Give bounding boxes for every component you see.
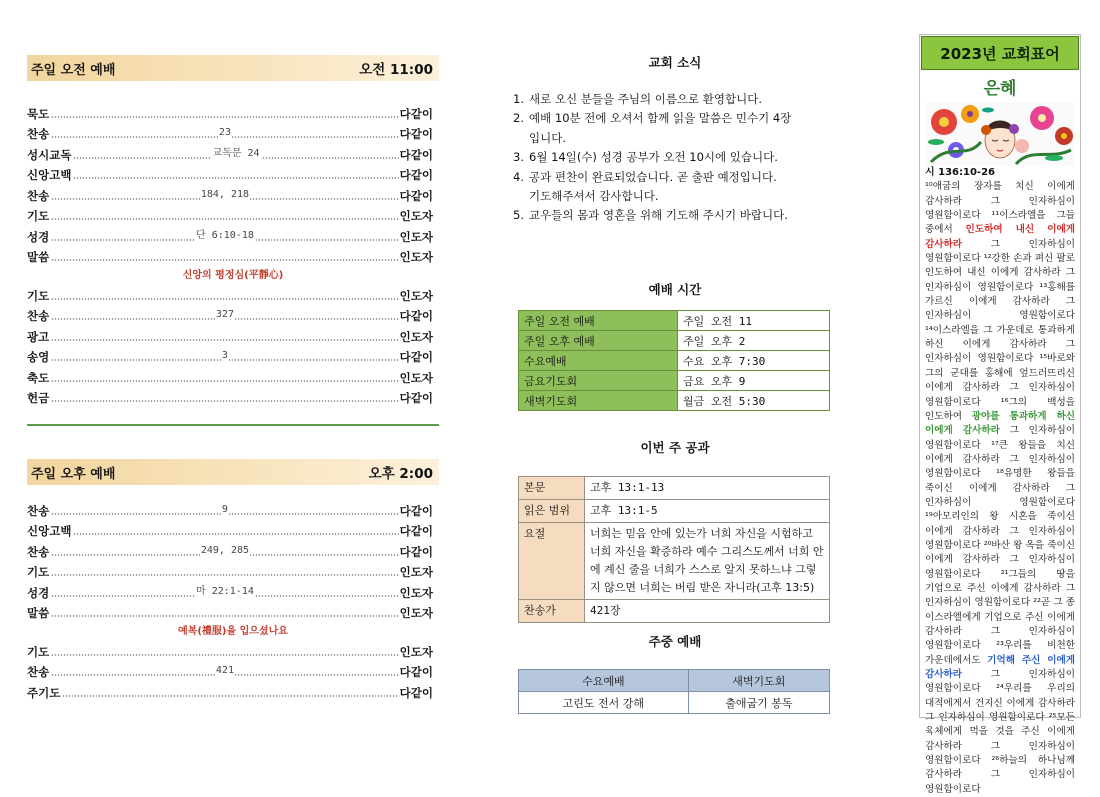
dot-leader <box>51 390 398 402</box>
news-number: 5. <box>513 208 524 223</box>
dot-leader <box>73 167 398 179</box>
order-row <box>27 638 439 659</box>
news-number: 1. <box>513 92 524 106</box>
list-item <box>513 90 833 109</box>
table-row <box>519 692 830 714</box>
order-item-name: 찬송 <box>27 127 50 141</box>
psalm-highlight: 기억해 주신 이에게 감사하라 <box>925 654 1076 681</box>
order-item-leader: 인도자 <box>399 565 433 579</box>
table-row <box>519 523 830 600</box>
list-item <box>513 109 833 148</box>
order-item-name: 기도 <box>27 644 50 659</box>
order-item-name: 신앙고백 <box>27 524 72 538</box>
order-row <box>27 497 439 518</box>
order-row <box>27 121 439 142</box>
order-row <box>27 364 439 385</box>
order-item-leader: 인도자 <box>399 288 433 303</box>
sermon-title: 예복(禮服)을 입으셨나요 <box>178 625 288 637</box>
order-item-name: 광고 <box>27 329 50 344</box>
morning-service-header <box>27 55 439 81</box>
order-item-leader: 다같이 <box>399 106 433 121</box>
order-row <box>27 559 439 580</box>
order-item-leader: 인도자 <box>399 370 433 385</box>
dot-leader <box>51 503 398 515</box>
weekday-header-dawn: 새벽기도회 <box>688 670 829 692</box>
dot-leader <box>51 249 398 261</box>
dot-leader <box>51 564 398 576</box>
order-item-leader: 다같이 <box>399 127 433 141</box>
afternoon-service-title: 주일 오후 예배 <box>31 466 116 482</box>
service-time: 수요 오후 7:30 <box>678 351 830 371</box>
news-number: 4. <box>513 169 524 184</box>
order-item-leader: 다같이 <box>399 391 433 405</box>
order-item-name: 성시교독 <box>27 147 72 162</box>
order-row <box>27 518 439 539</box>
order-item-name: 찬송 <box>27 309 50 323</box>
morning-service-title: 주일 오전 예배 <box>31 62 116 78</box>
service-name: 주일 오전 예배 <box>519 311 678 331</box>
order-item-leader: 다같이 <box>399 350 433 364</box>
table-row <box>519 500 830 523</box>
news-text: 교우들의 몸과 영혼을 위해 기도해 주시기 바랍니다. <box>529 208 788 223</box>
psalm-text: 그 인자하심이 영원함이로다 ¹⁷큰 왕들을 치신 이에게 감사하라 그 인자하심이 영원함이로다 ¹⁸유명한 왕들을 죽이신 이에게 감사하라 그 인자하심이 영원함이로다 ¹⁹아모리인의 왕 시혼을 죽이신 이에게 감사하라 그 인자하심이 영원함이로다 ²⁰바산 왕 옥을 죽이신 이에게 감사하라 그 인자하심이 영원함이로다 ²¹그들의 땅을 기업으로 주신 이에게 감사하라 그 인자하심이 영원함이로다 ²²곧 그 종 이스라엘에게 기업으로 주신 이에게 감사하라 그 인자하심이 영원함이로다 ²³우리를 비천한 가운데에서도 <box>925 425 1075 666</box>
service-time-table <box>518 310 830 411</box>
dot-leader <box>73 523 398 535</box>
table-row <box>519 351 830 371</box>
order-row <box>27 162 439 183</box>
dot-leader <box>51 664 398 676</box>
service-time: 주일 오전 11 <box>678 311 830 331</box>
morning-service-time: 오전 11:00 <box>359 62 433 78</box>
order-item-detail: 23 <box>218 127 231 138</box>
order-item-detail: 마 22:1-14 <box>196 585 254 597</box>
psalm-passage <box>920 166 1080 797</box>
dot-leader <box>51 349 398 361</box>
order-item-name: 기도 <box>27 288 50 303</box>
psalm-text: 그 인자하심이 영원함이로다 ¹²강한 손과 펴신 팔로 인도하여 내신 이에게 감사하라 그 인자하심이 영원함이로다 ¹³홍해를 가르신 이에게 감사하라 그 인자하심이 영원함이로다 ¹⁴이스라엘을 그 가운데로 통과하게 하신 이에게 감사하라 그 인자하심이 영원함이로다 ¹⁵바로와 그의 군대를 홍해에 엎드러뜨리신 이에게 감사하라 그 인자하심이 영원함이로다 ¹⁶그의 백성을 인도하여 <box>925 238 1075 422</box>
dot-leader <box>51 605 398 617</box>
order-item-name: 찬송 <box>27 188 50 203</box>
order-item-leader: 다같이 <box>399 665 433 679</box>
lesson-reading-value: 고후 13:1-5 <box>585 500 830 523</box>
order-row <box>27 282 439 303</box>
order-item-leader: 다같이 <box>399 503 433 518</box>
lesson-table <box>518 476 830 623</box>
news-text: 공과 편찬이 완료되었습니다. 곧 출판 예정입니다. 기도해주셔서 감사합니다. <box>529 169 777 204</box>
sermon-title: 신앙의 평정심(平靜心) <box>182 269 284 281</box>
order-row <box>27 538 439 559</box>
order-item-name: 성경 <box>27 585 50 600</box>
service-name: 수요예배 <box>519 351 678 371</box>
order-item-leader: 다같이 <box>399 524 433 538</box>
order-row <box>27 303 439 324</box>
order-item-leader: 인도자 <box>399 229 433 244</box>
dot-leader <box>51 370 398 382</box>
afternoon-order-list <box>27 497 439 700</box>
weekday-header-wed: 수요예배 <box>519 670 689 692</box>
psalm-reference: 시 136:10-26 <box>925 167 995 178</box>
weekday-value-dawn: 출애굽기 봉독 <box>688 692 829 714</box>
dot-leader <box>51 288 398 300</box>
news-number: 3. <box>513 150 524 165</box>
order-row <box>27 244 439 265</box>
order-item-detail: 3 <box>221 350 228 361</box>
news-title: 교회 소식 <box>648 55 702 70</box>
news-text: 예배 10분 전에 오셔서 함께 읽을 말씀은 민수기 4장 입니다. <box>529 111 792 145</box>
motto-title: 2023년 교회표어 <box>921 36 1079 70</box>
service-time: 주일 오후 2 <box>678 331 830 351</box>
list-item <box>513 206 833 225</box>
order-row <box>27 659 439 680</box>
table-row <box>519 331 830 351</box>
table-row <box>519 600 830 623</box>
order-row <box>27 182 439 203</box>
order-row <box>27 223 439 244</box>
order-row <box>27 344 439 365</box>
order-item-name: 신앙고백 <box>27 168 72 182</box>
order-item-name: 말씀 <box>27 606 50 620</box>
news-text: 6월 14일(수) 성경 공부가 오전 10시에 있습니다. <box>529 150 778 165</box>
schedule-title: 예배 시간 <box>648 282 702 297</box>
lesson-summary-value: 너희는 믿음 안에 있는가 너희 자신을 시험하고 너희 자신을 확증하라 예수 그리스도께서 너희 안에 계신 줄을 너희가 스스로 알지 못하느냐 그렇지 않으면 너희는 버림 받은 자니라(고후 13:5) <box>585 523 830 600</box>
order-item-detail: 184, 218 <box>200 188 250 200</box>
lesson-reading-label: 읽은 범위 <box>519 500 585 523</box>
order-row <box>27 600 439 621</box>
dot-leader <box>51 126 398 138</box>
psalm-highlight: 인도하여 내신 이에게 감사하라 <box>925 224 1075 250</box>
dot-leader <box>73 147 398 159</box>
order-item-detail: 327 <box>215 309 234 320</box>
order-item-name: 주기도 <box>27 685 61 700</box>
order-item-leader: 다같이 <box>399 685 433 700</box>
lesson-hymn-value: 421장 <box>585 600 830 623</box>
order-item-leader: 다같이 <box>399 544 433 559</box>
order-item-name: 축도 <box>27 370 50 385</box>
order-item-leader: 인도자 <box>399 250 433 264</box>
table-row <box>519 391 830 411</box>
dot-leader <box>51 229 398 241</box>
order-item-leader: 인도자 <box>399 585 433 600</box>
order-row <box>27 100 439 121</box>
section-divider <box>27 424 439 426</box>
order-item-name: 기도 <box>27 209 50 223</box>
order-item-leader: 다같이 <box>399 168 433 182</box>
service-name: 새벽기도회 <box>519 391 678 411</box>
flower-illustration <box>926 102 1074 166</box>
table-row <box>519 371 830 391</box>
afternoon-service-time: 오후 2:00 <box>368 466 433 482</box>
order-item-name: 찬송 <box>27 544 50 559</box>
order-item-name: 찬송 <box>27 665 50 679</box>
lesson-summary-label: 요절 <box>519 523 585 600</box>
order-item-detail: 421 <box>215 665 234 676</box>
lesson-title: 이번 주 공과 <box>640 440 710 455</box>
order-item-leader: 인도자 <box>399 329 433 344</box>
dot-leader <box>62 685 398 697</box>
afternoon-service-header <box>27 459 439 485</box>
motto-column <box>919 34 1081 795</box>
weekday-title: 주중 예배 <box>648 634 702 649</box>
table-row <box>519 477 830 500</box>
lesson-hymn-label: 찬송가 <box>519 600 585 623</box>
order-item-leader: 인도자 <box>399 209 433 223</box>
list-item <box>513 168 833 207</box>
order-row <box>27 385 439 406</box>
order-item-name: 말씀 <box>27 250 50 264</box>
order-item-leader: 다같이 <box>399 147 433 162</box>
service-name: 금요기도회 <box>519 371 678 391</box>
lesson-text-label: 본문 <box>519 477 585 500</box>
dot-leader <box>51 585 398 597</box>
order-row <box>27 141 439 162</box>
dot-leader <box>51 329 398 341</box>
order-row <box>27 679 439 700</box>
dot-leader <box>51 208 398 220</box>
service-time: 금요 오후 9 <box>678 371 830 391</box>
order-row <box>27 579 439 600</box>
morning-order-list <box>27 100 439 405</box>
order-row <box>27 323 439 344</box>
order-item-name: 송영 <box>27 350 50 364</box>
order-item-detail: 249, 285 <box>200 544 250 556</box>
order-item-name: 찬송 <box>27 503 50 518</box>
news-text: 새로 오신 분들을 주님의 이름으로 환영합니다. <box>529 92 763 106</box>
order-item-detail: 9 <box>221 503 228 515</box>
order-item-name: 헌금 <box>27 391 50 405</box>
lesson-text-value: 고후 13:1-13 <box>585 477 830 500</box>
dot-leader <box>51 544 398 556</box>
dot-leader <box>51 188 398 200</box>
order-item-detail: 교독문 24 <box>212 147 260 159</box>
order-item-leader: 인도자 <box>399 606 433 620</box>
dot-leader <box>51 106 398 118</box>
order-item-name: 묵도 <box>27 106 50 121</box>
order-item-name: 성경 <box>27 229 50 244</box>
list-item <box>513 148 833 167</box>
order-row <box>27 203 439 224</box>
news-list <box>513 90 833 226</box>
order-item-leader: 다같이 <box>399 188 433 203</box>
dot-leader <box>51 644 398 656</box>
psalm-text: ¹⁰애굽의 장자를 치신 이에게 감사하라 그 인자하심이 영원함이로다 ¹¹이스라엘을 그들 중에서 <box>925 181 1075 236</box>
order-item-leader: 인도자 <box>399 644 433 659</box>
table-row <box>519 311 830 331</box>
weekday-table <box>518 669 830 714</box>
order-item-leader: 다같이 <box>399 309 433 323</box>
psalm-highlight: 광야를 통과하게 하신 이에게 감사하라 <box>925 410 1075 437</box>
order-item-name: 기도 <box>27 565 50 579</box>
weekday-value-wed: 고린도 전서 강해 <box>519 692 689 714</box>
service-name: 주일 오후 예배 <box>519 331 678 351</box>
dot-leader <box>51 308 398 320</box>
psalm-text: 그 인자하심이 영원함이로다 ²⁴우리를 우리의 대적에게서 건지신 이에게 감사하라 그 인자하심이 영원함이로다 ²⁵모든 육체에게 먹을 것을 주신 이에게 감사하라 그 인자하심이 영원함이로다 ²⁶하늘의 하나님께 감사하라 그 인자하심이 영원함이로다 <box>925 669 1075 795</box>
service-time: 월금 오전 5:30 <box>678 391 830 411</box>
motto-word: 은혜 <box>983 79 1017 99</box>
table-row <box>519 670 830 692</box>
news-number: 2. <box>513 111 524 126</box>
order-item-detail: 단 6:10-18 <box>196 229 254 241</box>
